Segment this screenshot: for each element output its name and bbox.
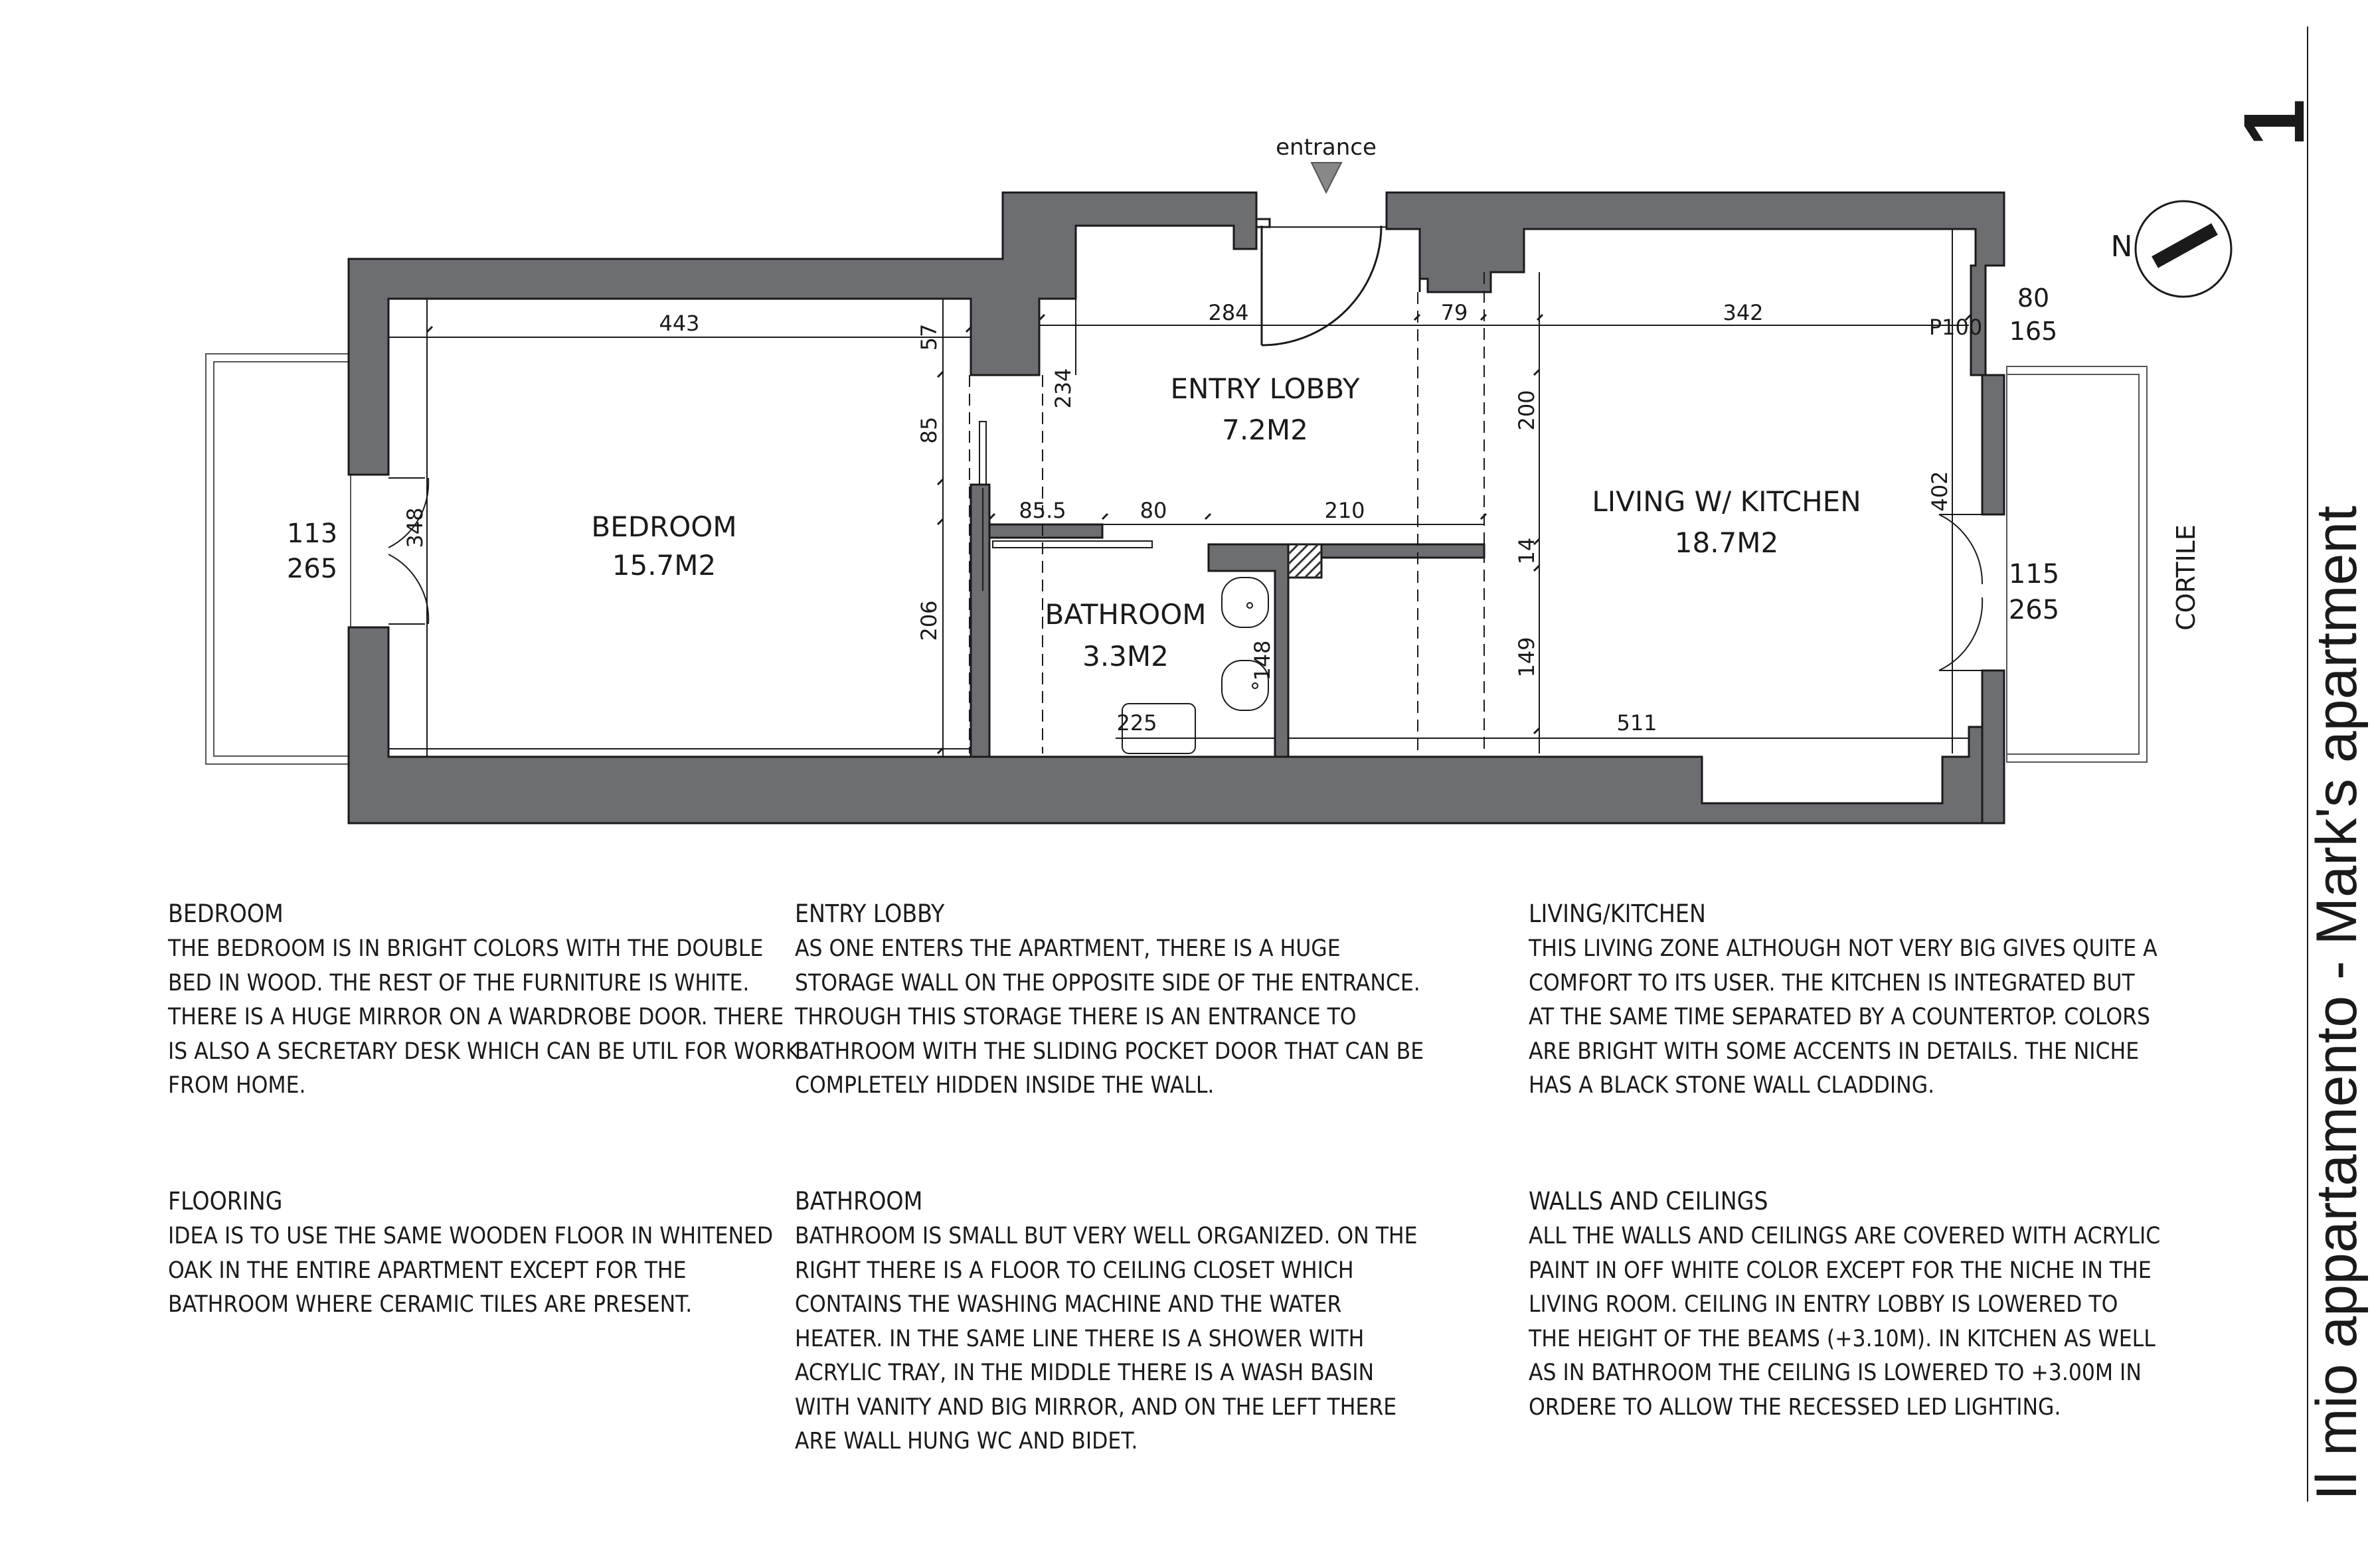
sheet-number: 1	[2225, 98, 2323, 147]
living-name: LIVING W/ KITCHEN	[1592, 485, 1861, 518]
dim-label: 284	[1208, 300, 1249, 325]
note-text: THE BEDROOM IS IN BRIGHT COLORS WITH THE DOUBLE BED IN WOOD. THE REST OF THE FURNITURE IS WHITE. THERE IS A HUGE MIRROR ON A WARDROBE DOOR. THERE IS ALSO A SECRETARY DESK WHICH CAN BE UTIL FOR WORK FROM HOME.	[168, 935, 800, 1099]
note-text: ALL THE WALLS AND CEILINGS ARE COVERED WITH ACRYLIC PAINT IN OFF WHITE COLOR EXCEPT FOR THE NICHE IN THE LIVING ROOM. CEILING IN ENTRY LOBBY IS LOWERED TO THE HEIGHT OF THE BEAMS (+3.10M). IN KITCHEN AS WELL AS IN BATHROOM THE CEILING IS LOWERED TO +3.00M IN ORDERE TO ALLOW THE RECESSED LED LIGHTING.	[1529, 1223, 2161, 1421]
note-bedroom	[168, 900, 805, 1103]
dim-label: 148	[1250, 640, 1275, 681]
note-heading: FLOORING	[168, 1187, 283, 1215]
dim-label: 80	[2017, 283, 2050, 313]
entrance-arrow-icon	[1312, 163, 1341, 193]
dim-label: 234	[1051, 368, 1076, 409]
dim-label: 206	[916, 600, 942, 641]
note-text: THIS LIVING ZONE ALTHOUGH NOT VERY BIG GIVES QUITE A COMFORT TO ITS USER. THE KITCHEN IS INTEGRATED BUT AT THE SAME TIME SEPARATED BY A COUNTERTOP. COLORS ARE BRIGHT WITH SOME ACCENTS IN DETAILS. THE NICHE HAS A BLACK STONE WALL CLADDING.	[1529, 935, 2158, 1099]
note-living	[1529, 900, 2166, 1103]
dim-label: 348	[402, 507, 428, 548]
dim-label: 149	[1514, 637, 1539, 678]
entrance-label: entrance	[1276, 134, 1377, 161]
dim-label: 165	[2009, 317, 2058, 346]
dim-label: 210	[1324, 498, 1365, 523]
living-balcony-door	[1939, 514, 1982, 670]
dim-label: 80	[1140, 498, 1167, 523]
dim-label: 200	[1514, 390, 1539, 431]
bathroom-name: BATHROOM	[1045, 598, 1207, 631]
entrance-door	[1256, 219, 1387, 345]
dim-label: 115	[2008, 559, 2060, 589]
note-bathroom	[795, 1187, 1432, 1459]
note-flooring	[168, 1187, 805, 1322]
dim-label: 85.5	[1019, 498, 1066, 523]
dim-label: 443	[659, 311, 700, 336]
bathroom-fixtures	[979, 422, 1268, 753]
dim-label: 14	[1514, 537, 1539, 565]
dim-label: 225	[1116, 710, 1157, 736]
sheet-title: Il mio appartamento - Mark's apartment	[2305, 505, 2369, 1500]
courtyard-label: CORTILE	[2171, 524, 2201, 631]
dim-label: 85	[916, 416, 942, 444]
note-text: BATHROOM IS SMALL BUT VERY WELL ORGANIZED. ON THE RIGHT THERE IS A FLOOR TO CEILING CLOSET WHICH CONTAINS THE WASHING MACHINE AND THE WATER HEATER. IN THE SAME LINE THERE IS A SHOWER WITH ACRYLIC TRAY, IN THE MIDDLE THERE IS A WASH BASIN WITH VANITY AND BIG MIRROR, AND ON THE LEFT THERE ARE WALL HUNG WC AND BIDET.	[795, 1223, 1418, 1454]
dim-label: 402	[1927, 471, 1952, 512]
dim-label: 57	[916, 323, 942, 351]
note-heading: WALLS AND CEILINGS	[1529, 1187, 1768, 1215]
note-heading: LIVING/KITCHEN	[1529, 900, 1706, 928]
dim-label: 511	[1616, 710, 1657, 736]
dim-label: 79	[1440, 300, 1468, 325]
note-walls	[1529, 1187, 2166, 1425]
north-label: N	[2110, 230, 2133, 264]
dim-label: 265	[286, 554, 338, 584]
note-text: AS ONE ENTERS THE APARTMENT, THERE IS A HUGE STORAGE WALL ON THE OPPOSITE SIDE OF THE ENTRANCE. THROUGH THIS STORAGE THERE IS AN ENTRANCE TO BATHROOM WITH THE SLIDING POCKET DOOR THAT CAN BE COMPLETELY HIDDEN INSIDE THE WALL.	[795, 935, 1424, 1099]
bedroom-balcony-door	[388, 478, 428, 624]
bedroom-name: BEDROOM	[591, 510, 737, 543]
note-entry	[795, 900, 1432, 1103]
dim-label: 113	[286, 518, 338, 549]
note-text: IDEA IS TO USE THE SAME WOODEN FLOOR IN WHITENED OAK IN THE ENTIRE APARTMENT EXCEPT FOR THE BATHROOM WHERE CERAMIC TILES ARE PRESENT.	[168, 1223, 774, 1318]
dim-label: 265	[2008, 595, 2060, 625]
hatched-column	[1288, 544, 1321, 578]
note-heading: BATHROOM	[795, 1187, 923, 1215]
entry-name: ENTRY LOBBY	[1170, 372, 1360, 405]
dim-label: P100	[1928, 315, 1983, 340]
bathroom-area: 3.3M2	[1082, 640, 1169, 672]
dim-label: 342	[1723, 300, 1764, 325]
bedroom-area: 15.7M2	[612, 549, 717, 582]
note-heading: BEDROOM	[168, 900, 284, 928]
north-compass-icon	[2136, 201, 2231, 297]
entry-area: 7.2M2	[1222, 414, 1308, 446]
note-heading: ENTRY LOBBY	[795, 900, 945, 928]
living-area: 18.7M2	[1674, 526, 1779, 559]
